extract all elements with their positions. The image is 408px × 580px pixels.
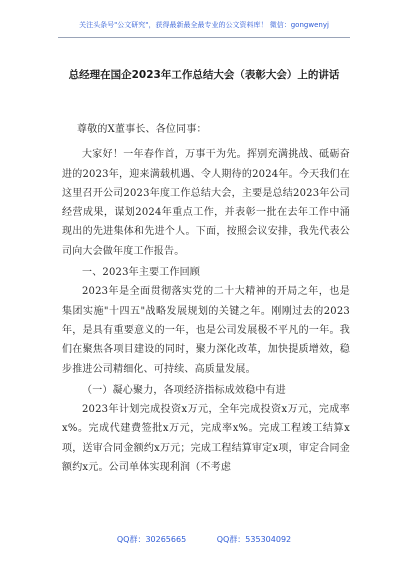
document-body (62, 112, 350, 477)
subsection-paragraph: 2023年计划完成投资x万元，全年完成投资x万元，完成率x%。完成代建费签批x万元，完成率x%。完成工程竣工结算x项，送审合同金额约x万元；完成工程结算审定x项，审定合同金额约x元。公司单体实现利润（不考虑 (62, 404, 350, 474)
footer-contacts (0, 534, 408, 545)
header-divider (58, 37, 350, 38)
section-heading: 一、2023年主要工作回顾 (82, 267, 201, 279)
footer-qq-group-1: QQ群：30265665 (116, 535, 187, 544)
subsection-heading: （一）凝心聚力，各项经济指标成效稳中有进 (82, 384, 286, 396)
footer-qq-group-2: QQ群：535304092 (216, 535, 292, 544)
header-promo-note: 关注头条号"公文研究"，获得最新最全最专业的公文资料库！ 微信：gongwenyj (79, 21, 329, 29)
salutation: 尊敬的X董事长、各位同事： (77, 124, 207, 135)
opening-paragraph: 大家好！一年春作首，万事干为先。挥别充满挑战、砥砺奋进的2023年，迎来满载机遇、令人期待的2024年。今天我们在这里召开公司2023年度工作总结大会，主要是总结2023年公司经营成果，谋划2024年重点工作，并表彰一批在去年工作中涌现出的先进集体和先进个人。下面，按照会议安排，我先代表公司向大会做年度工作报告。 (62, 149, 350, 257)
section-paragraph: 2023年是全面贯彻落实党的二十大精神的开局之年，也是集团实施"十四五"战略发展规划的关键之年。刚刚过去的2023年，是具有重要意义的一年，也是公司发展极不平凡的一年。我们在聚焦各项目建设的同时，聚力深化改革，加快提质增效，稳步推进公司精细化、可持续、高质量发展。 (62, 286, 350, 375)
document-title: 总经理在国企2023年工作总结大会（表彰大会）上的讲话 (68, 69, 340, 81)
